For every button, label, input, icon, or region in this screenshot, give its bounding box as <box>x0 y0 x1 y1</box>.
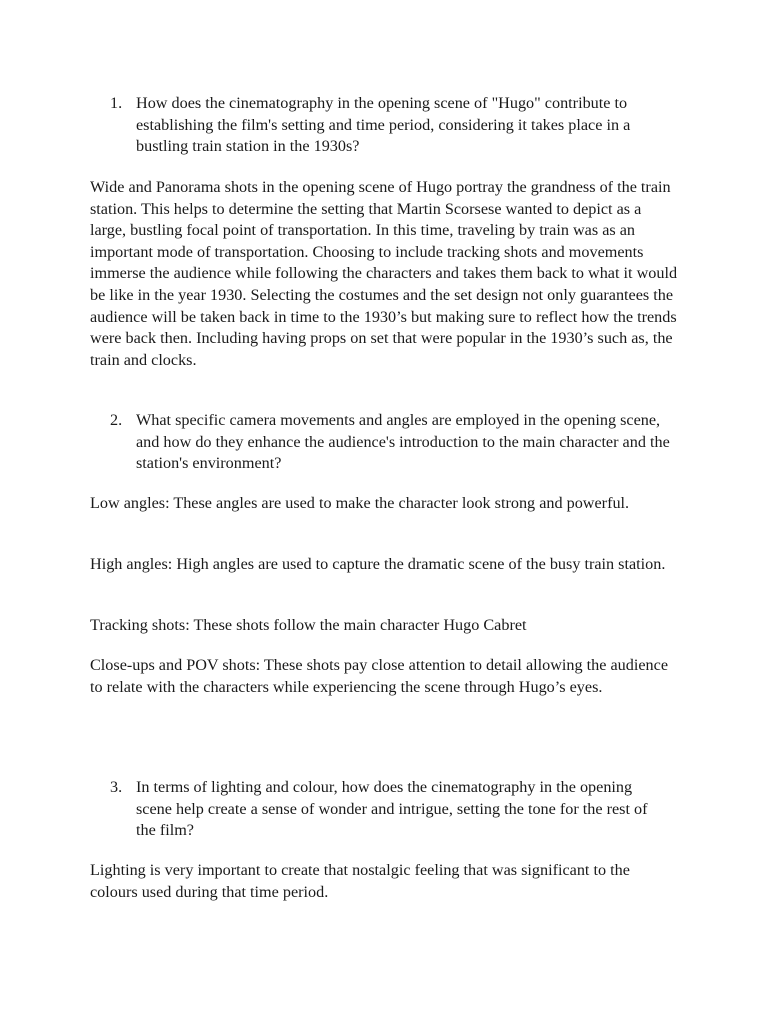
question-1-text: How does the cinematography in the opening scene of "Hugo" contribute to establishing the film's setting and time period, considering it takes place in a bustling train station in the 1930s? <box>136 94 631 156</box>
answer-3-paragraph: Lighting is very important to create that nostalgic feeling that was significant to the colours used during that time period. <box>90 861 630 901</box>
question-2-number: 2. <box>110 411 123 429</box>
question-1 <box>110 93 670 158</box>
question-3-text: In terms of lighting and colour, how does the cinematography in the opening scene help create a sense of wonder and intrigue, setting the tone for the rest of the film? <box>136 778 648 840</box>
question-3 <box>110 777 670 842</box>
answer-2-low-angles: Low angles: These angles are used to make the character look strong and powerful. <box>90 494 630 512</box>
question-1-number: 1. <box>110 94 123 112</box>
question-2 <box>110 410 670 475</box>
answer-1-paragraph: Wide and Panorama shots in the opening scene of Hugo portray the grandness of the train station. This helps to determine the setting that Martin Scorsese wanted to depict as a large, bustling focal point of transportation. In this time, traveling by train was as an important mode of transportation. Choosing to include tracking shots and movements immerse the audience while following the characters and takes them back to what it would be like in the year 1930. Selecting the costumes and the set design not only guarantees the audience will be taken back in time to the 1930’s but making sure to reflect how the trends were back then. Including having props on set that were popular in the 1930’s such as, the train and clocks. <box>90 178 678 369</box>
question-3-number: 3. <box>110 778 123 796</box>
answer-2-high-angles: High angles: High angles are used to capture the dramatic scene of the busy train station. <box>90 555 666 573</box>
answer-2-closeups: Close-ups and POV shots: These shots pay close attention to detail allowing the audience to relate with the characters while experiencing the scene through Hugo’s eyes. <box>90 656 669 696</box>
answer-2-tracking-shots: Tracking shots: These shots follow the main character Hugo Cabret <box>90 616 527 634</box>
question-2-text: What specific camera movements and angles are employed in the opening scene, and how do they enhance the audience's introduction to the main character and the station's environment? <box>136 411 670 473</box>
